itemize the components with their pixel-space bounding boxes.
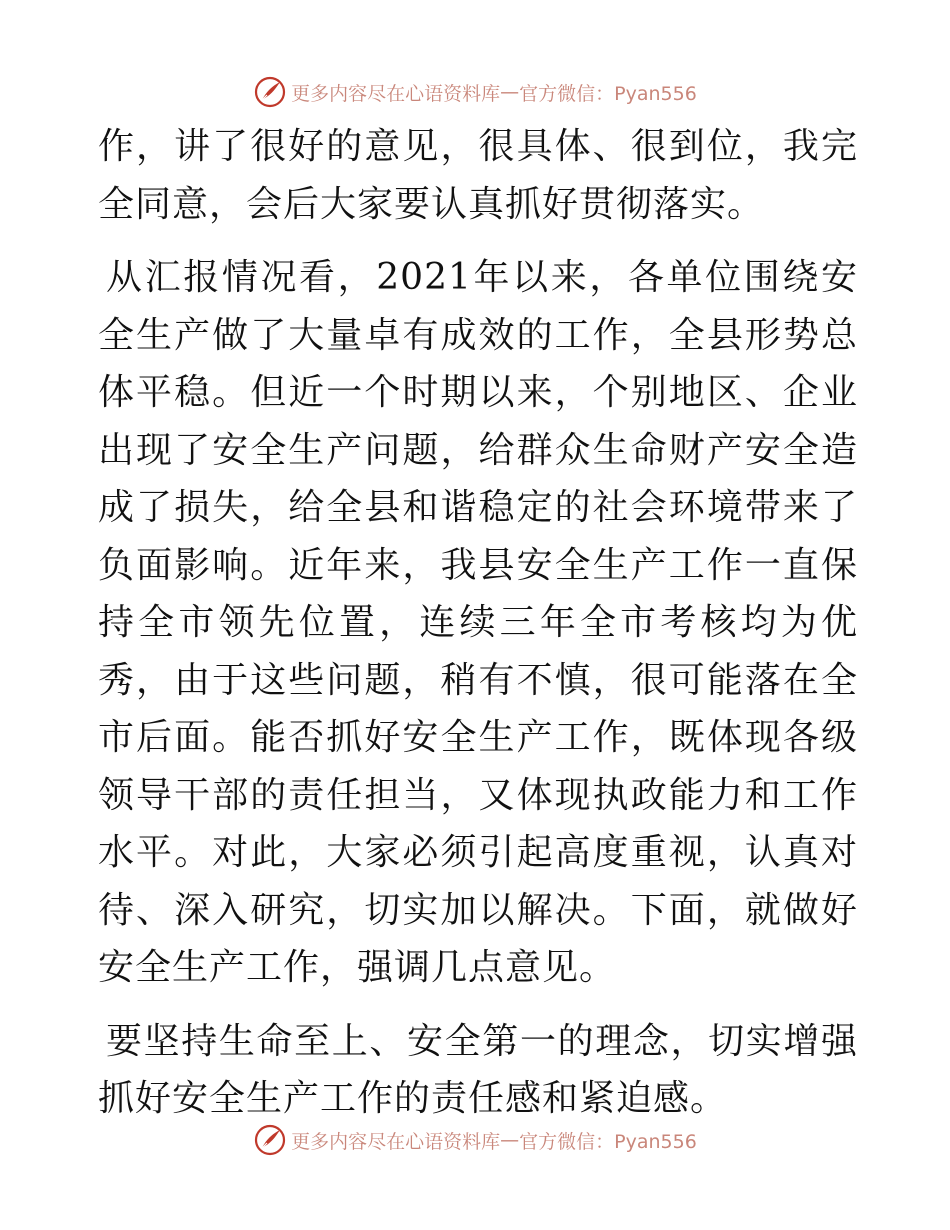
watermark-separator: — [500,81,520,103]
paragraph-2: 从汇报情况看，2021年以来，各单位围绕安全生产做了大量卓有成效的工作，全县形势总体平稳。但近一个时期以来，个别地区、企业出现了安全生产问题，给群众生命财产安全造成了损失，给全县和谐稳定的社会环境带来了负面影响。近年来，我县安全生产工作一直保持全市领先位置，连续三年全市考核均为优秀，由于这些问题，稍有不慎，很可能落在全市后面。能否抓好安全生产工作，既体现各级领导干部的责任担当，又体现执政能力和工作水平。对此，大家必须引起高度重视，认真对待、深入研究，切实加以解决。下面，就做好安全生产工作，强调几点意见。 [98,257,858,988]
watermark-contact: 官方微信：Pyan556 [519,82,697,105]
paragraph-3: 要坚持生命至上、安全第一的理念，切实增强抓好安全生产工作的责任感和紧迫感。 [98,1020,858,1119]
watermark-title: 更多内容尽在心语资料库 [291,82,501,105]
quill-pen-logo-icon [253,1123,287,1157]
quill-pen-logo-icon [253,75,287,109]
header-watermark [0,72,950,112]
document-body [98,118,858,1128]
footer-watermark [0,1120,950,1160]
watermark-title: 更多内容尽在心语资料库 [291,1130,501,1153]
watermark-separator: — [500,1129,520,1151]
watermark-contact: 官方微信：Pyan556 [519,1130,697,1153]
paragraph-1: 作，讲了很好的意见，很具体、很到位，我完全同意，会后大家要认真抓好贯彻落实。 [98,126,858,225]
